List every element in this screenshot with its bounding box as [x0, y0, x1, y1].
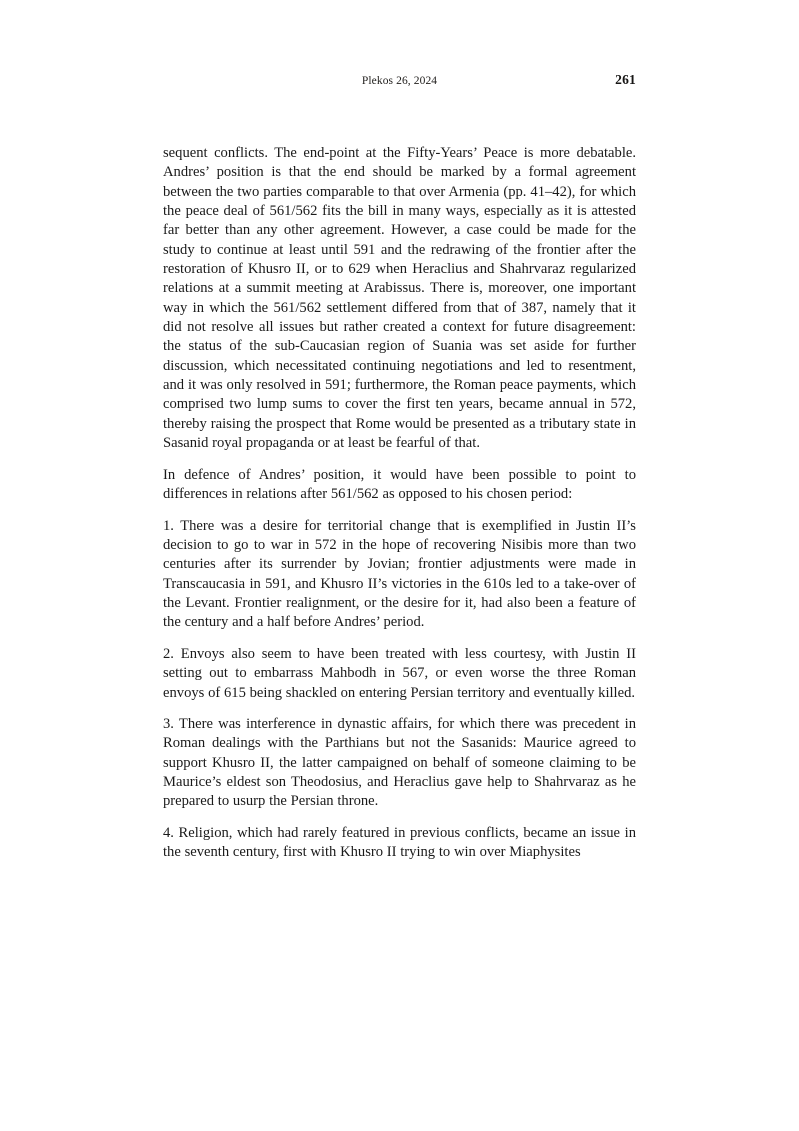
paragraph-continuation: sequent conflicts. The end-point at the Fifty-Years’ Peace is more debatable. Andres’ position is that the end should be marked by a formal agreement between the two parties comparable to that over Armenia (pp. 41–42), for which the peace deal of 561/562 fits the bill in many ways, especially as it is attested far better than any other agreement. However, a case could be made for the study to continue at least until 591 and the redrawing of the frontier after the restoration of Khusro II, or to 629 when Heraclius and Shahrvaraz regularized relations at a summit meeting at Arabissus. There is, moreover, one important way in which the 561/562 settlement differed from that of 387, namely that it did not resolve all issues but rather created a context for future disagreement: the status of the sub-Caucasian region of Suania was set aside for further discussion, which necessitated continuing negotiations and led to resentment, and it was only resolved in 591; furthermore, the Roman peace payments, which comprised two lump sums to cover the first ten years, became annual in 572, thereby raising the prospect that Rome would be presented as a tributary state in Sasanid royal propaganda or at least be fearful of that. — [163, 145, 636, 452]
paragraph-item-4: 4. Religion, which had rarely featured in previous conflicts, became an issue in the seventh century, first with Khusro II trying to win over Miaphysites — [163, 824, 636, 861]
page-number: 261 — [615, 72, 636, 87]
paragraph-item-1: 1. There was a desire for territorial change that is exemplified in Justin II’s decision to go to war in 572 in the hope of recovering Nisibis more than two centuries after its surrender by Jovian; frontier adjustments were made in Transcaucasia in 591, and Khusro II’s victories in the 610s led to a take-over of the Levant. Frontier realignment, or the desire for it, had also been a feature of the century and a half before Andres’ period. — [163, 517, 636, 631]
paragraph-defence: In defence of Andres’ position, it would have been possible to point to differences in relations after 561/562 as opposed to his chosen period: — [163, 466, 636, 503]
running-head-title: Plekos 26, 2024 — [361, 75, 438, 87]
body-text-block — [163, 144, 636, 863]
paragraph-item-3: 3. There was interference in dynastic affairs, for which there was precedent in Roman dealings with the Parthians but not the Sasanids: Maurice agreed to support Khusro II, the latter campaigned on behalf of someone claiming to be Maurice’s eldest son Theodosius, and Heraclius gave help to Shahrvaraz as he prepared to usurp the Persian throne. — [163, 716, 636, 810]
paragraph-item-2: 2. Envoys also seem to have been treated with less courtesy, with Justin II setting out to embarrass Mahbodh in 567, or even worse the three Roman envoys of 615 being shackled on entering Persian territory and eventually killed. — [163, 645, 636, 701]
running-header — [163, 72, 636, 92]
